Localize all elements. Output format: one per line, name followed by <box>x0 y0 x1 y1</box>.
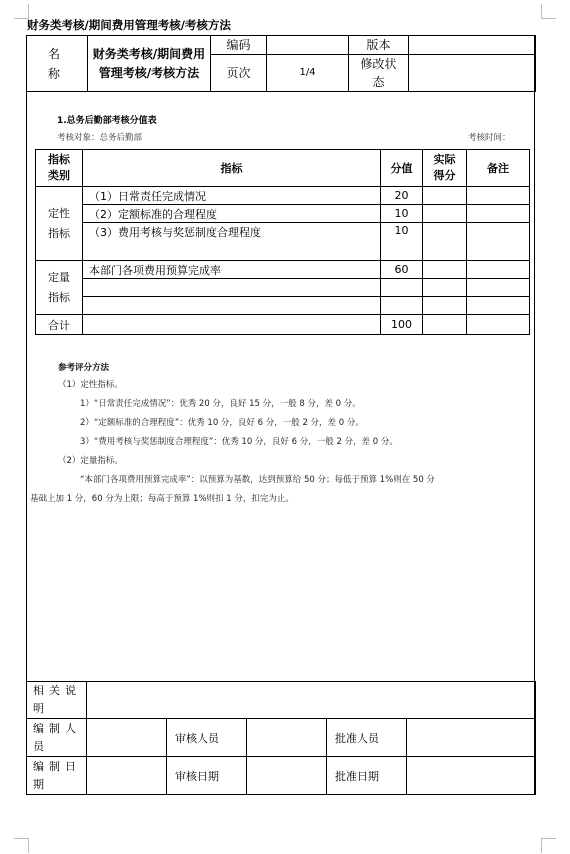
code-label: 编码 <box>211 36 267 55</box>
table-row-score: 10 <box>381 205 423 223</box>
table-row-indicator: 本部门各项费用预算完成率 <box>83 261 381 279</box>
reference-q2-line-2: 基础上加 1 分，60 分为上限；每高于预算 1%则扣 1 分，扣完为止。 <box>30 494 294 504</box>
header-category-cell <box>36 150 83 187</box>
table-row-remark <box>467 187 530 205</box>
header-score: 分值 <box>381 150 423 187</box>
reference-q1-item-1: 1）“日常责任完成情况”：优秀 20 分，良好 15 分，一般 8 分，差 0 分。 <box>80 399 361 409</box>
reference-q2: （2）定量指标。 <box>58 456 123 466</box>
header-indicator: 指标 <box>83 150 381 187</box>
approve-date-value <box>407 757 536 795</box>
reference-q2-line-1: “本部门各项费用预算完成率”：以预算为基数，达到预算给 50 分；每低于预算 1%则在 50 分 <box>80 475 435 485</box>
revision-label: 修改状态 <box>360 57 397 89</box>
crop-mark-bottom-right <box>541 838 556 853</box>
table-row-indicator <box>83 223 381 261</box>
version-value <box>409 36 536 55</box>
table-row-actual <box>423 297 467 315</box>
reference-q1: （1）定性指标。 <box>58 380 123 390</box>
total-score: 100 <box>381 315 423 335</box>
author-date-label: 编制日期 <box>27 757 87 795</box>
header-actual: 实际得分 <box>433 153 456 182</box>
table-row-score <box>381 223 423 261</box>
related-value <box>87 682 536 719</box>
table-row-actual <box>423 279 467 297</box>
name-label-cell <box>27 36 88 92</box>
quantitative-label: 定量指标 <box>48 270 70 304</box>
table-row-indicator: （1）日常责任完成情况 <box>83 187 381 205</box>
score-table <box>35 149 530 335</box>
review-date-label: 审核日期 <box>167 757 247 795</box>
table-row-actual <box>423 261 467 279</box>
header-category: 指标类别 <box>48 153 70 182</box>
table-row-score-text: 10 <box>394 224 409 237</box>
revision-label-cell <box>349 55 409 92</box>
table-row-indicator <box>83 279 381 297</box>
table-row-indicator <box>83 297 381 315</box>
total-label: 合计 <box>36 315 83 335</box>
reference-q1-item-2: 2）“定额标准的合理程度”：优秀 10 分，良好 6 分，一般 2 分，差 0 分。 <box>80 418 364 428</box>
table-row-score <box>381 297 423 315</box>
table-row-remark <box>467 279 530 297</box>
table-row-actual <box>423 187 467 205</box>
table-row-score <box>381 279 423 297</box>
table-row-actual <box>423 223 467 261</box>
review-date-value <box>247 757 327 795</box>
approver-label: 批准人员 <box>327 719 407 757</box>
author-date-value <box>87 757 167 795</box>
page-value: 1/4 <box>267 55 349 92</box>
revision-value <box>409 55 536 92</box>
table-row-remark <box>467 261 530 279</box>
version-label: 版本 <box>349 36 409 55</box>
qualitative-label: 定性指标 <box>48 206 70 240</box>
page-label: 页次 <box>211 55 267 92</box>
reference-title: 参考评分方法 <box>58 363 110 373</box>
quantitative-label-cell <box>36 261 83 315</box>
section-title: 1.总务后勤部考核分值表 <box>57 116 157 126</box>
reviewer-value <box>247 719 327 757</box>
name-value: 财务类考核/期间费用管理考核/考核方法 <box>92 46 206 80</box>
table-row-indicator: （2）定额标准的合理程度 <box>83 205 381 223</box>
total-actual <box>423 315 467 335</box>
table-row-remark <box>467 297 530 315</box>
author-value <box>87 719 167 757</box>
table-row-actual <box>423 205 467 223</box>
approve-date-label: 批准日期 <box>327 757 407 795</box>
footer-table <box>26 681 536 795</box>
table-row-score: 20 <box>381 187 423 205</box>
assessment-time: 考核时间： <box>468 133 511 143</box>
author-label: 编制人员 <box>27 719 87 757</box>
header-remark: 备注 <box>467 150 530 187</box>
qualitative-label-cell <box>36 187 83 261</box>
name-label: 名称 <box>47 46 66 81</box>
related-label: 相关说明 <box>27 682 87 719</box>
table-row-remark <box>467 205 530 223</box>
crop-mark-top-right <box>541 4 556 19</box>
reviewer-label: 审核人员 <box>167 719 247 757</box>
approver-value <box>407 719 536 757</box>
total-indicator <box>83 315 381 335</box>
table-row-score: 60 <box>381 261 423 279</box>
name-value-cell <box>88 36 211 92</box>
crop-mark-bottom-left <box>14 838 29 853</box>
table-row-remark <box>467 223 530 261</box>
header-actual-cell <box>423 150 467 187</box>
document-title: 财务类考核/期间费用管理考核/考核方法 <box>27 18 231 32</box>
table-row-indicator-text: （3）费用考核与奖惩制度合理程度 <box>89 226 261 239</box>
total-remark <box>467 315 530 335</box>
code-value <box>267 36 349 55</box>
assessment-target: 考核对象：总务后勤部 <box>57 133 143 143</box>
header-table <box>26 35 536 92</box>
reference-q1-item-3: 3）“费用考核与奖惩制度合理程度”：优秀 10 分，良好 6 分，一般 2 分，差 0 分。 <box>80 437 398 447</box>
